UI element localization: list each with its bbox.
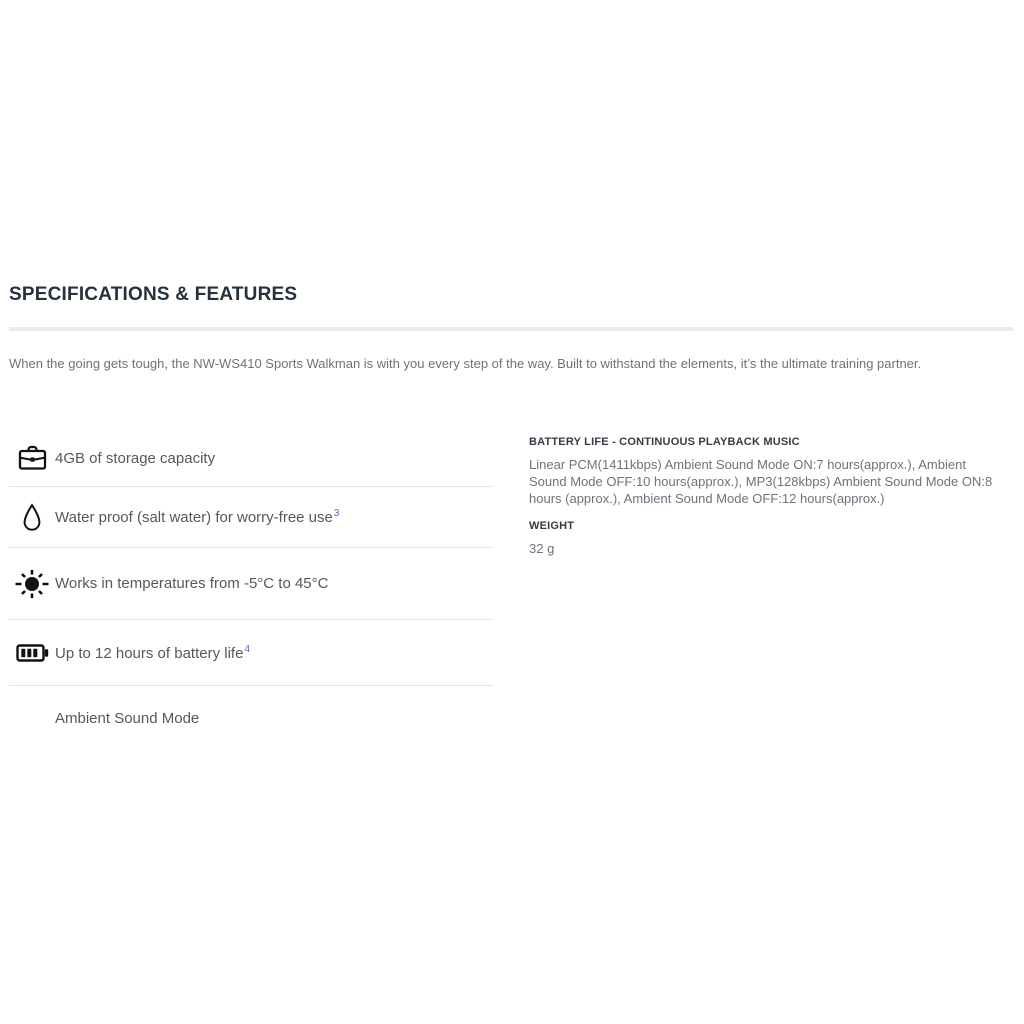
- battery-icon: [9, 643, 55, 663]
- footnote-link-3[interactable]: 3: [333, 508, 340, 519]
- feature-label: [55, 508, 339, 526]
- feature-list: [9, 430, 493, 750]
- feature-label: [55, 710, 199, 727]
- water-drop-icon: [9, 503, 55, 531]
- feature-label: [55, 450, 215, 467]
- feature-row-temperature: [9, 548, 493, 620]
- feature-text: 4GB of storage capacity: [55, 449, 216, 467]
- spec-label: WEIGHT: [529, 520, 575, 532]
- footnote-link-4[interactable]: 4: [244, 643, 250, 655]
- feature-row-ambient-sound: [9, 686, 493, 750]
- feature-label: [55, 644, 250, 662]
- intro-text: When the going gets tough, the NW-WS410 Sports Walkman is with you every step of the way. Built to withstand the elements, it’s the ultimate training partner.: [9, 356, 922, 371]
- feature-text: Water proof (salt water) for worry-free use: [55, 509, 333, 526]
- feature-text: Works in temperatures from -5°C to 45°C: [55, 575, 329, 592]
- feature-label: [55, 575, 328, 592]
- spec-label: BATTERY LIFE - CONTINUOUS PLAYBACK MUSIC: [529, 436, 800, 448]
- spec-value: Linear PCM(1411kbps) Ambient Sound Mode ON:7 hours(approx.), Ambient Sound Mode OFF:10 hours(approx.), MP3(128kbps) Ambient Sound Mode ON:8 hours (approx.), Ambient Sound Mode OFF:12 hours(approx.): [529, 457, 993, 506]
- page-title: SPECIFICATIONS & FEATURES: [9, 284, 298, 305]
- heading-rule: [9, 327, 1013, 331]
- feature-text: Ambient Sound Mode: [55, 709, 200, 727]
- feature-row-waterproof: [9, 487, 493, 548]
- feature-row-battery: [9, 620, 493, 686]
- spec-group-weight: [529, 520, 1007, 557]
- briefcase-icon: [9, 445, 55, 471]
- spec-column: [529, 436, 1007, 557]
- spec-group-battery-life: [529, 436, 1007, 507]
- feature-text: Up to 12 hours of battery life: [55, 644, 244, 662]
- feature-row-storage: [9, 430, 493, 487]
- spec-value: 32 g: [529, 541, 555, 556]
- sun-icon: [9, 567, 55, 601]
